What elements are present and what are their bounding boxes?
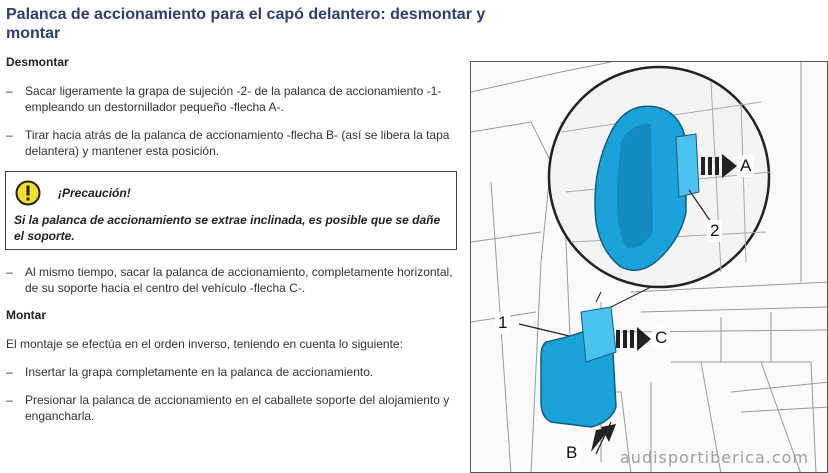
page-title: Palanca de accionamiento para el capó delantero: desmontar y montar — [6, 6, 486, 42]
label-c: C — [652, 327, 670, 349]
caution-body: Si la palanca de accionamiento se extrae inclinada, es posible que se dañe el soporte. — [14, 213, 441, 243]
montar-intro: El montaje se efectúa en el orden inverso, teniendo en cuenta lo siguiente: — [6, 337, 403, 351]
bullet-dash: – — [6, 393, 13, 407]
watermark: audisportiberica.com — [620, 448, 810, 467]
step-1-text: Sacar ligeramente la grapa de sujeción -2- de la palanca de accionamiento -1-empleando un destornillador pequeño -flecha A-. — [25, 84, 442, 114]
label-a: A — [737, 155, 754, 177]
montar-step-1-text: Insertar la grapa completamente en la palanca de accionamiento. — [25, 365, 374, 379]
montar-step-1 — [6, 364, 461, 380]
caution-title: ¡Precaución! — [58, 186, 131, 200]
label-2: 2 — [707, 220, 722, 242]
bullet-dash: – — [6, 265, 13, 279]
label-1: 1 — [495, 312, 510, 334]
label-b: B — [563, 442, 580, 464]
step-1 — [6, 83, 461, 115]
bullet-dash: – — [6, 128, 13, 142]
step-2 — [6, 127, 461, 159]
montar-step-2-text: Presionar la palanca de accionamiento en el caballete soporte del alojamiento y engancharla. — [25, 393, 450, 423]
section-heading-desmontar: Desmontar — [6, 55, 69, 69]
warning-exclamation-icon — [15, 180, 41, 206]
step-3-text: Al mismo tiempo, sacar la palanca de accionamiento, completamente horizontal, de su soporte hacia el centro del vehículo -flecha C-. — [25, 265, 453, 295]
caution-box — [5, 171, 457, 250]
step-3 — [6, 264, 461, 296]
montar-step-2 — [6, 392, 461, 424]
bullet-dash: – — [6, 84, 13, 98]
arrow-c — [616, 327, 651, 351]
illustration-drawing — [471, 62, 828, 473]
section-heading-montar: Montar — [6, 308, 46, 322]
bullet-dash: – — [6, 365, 13, 379]
hood-release-lever-illustration — [470, 61, 828, 473]
step-2-text: Tirar hacia atrás de la palanca de accionamiento -flecha B- (así se libera la tapa delantera) y mantener esta posición. — [25, 128, 450, 158]
